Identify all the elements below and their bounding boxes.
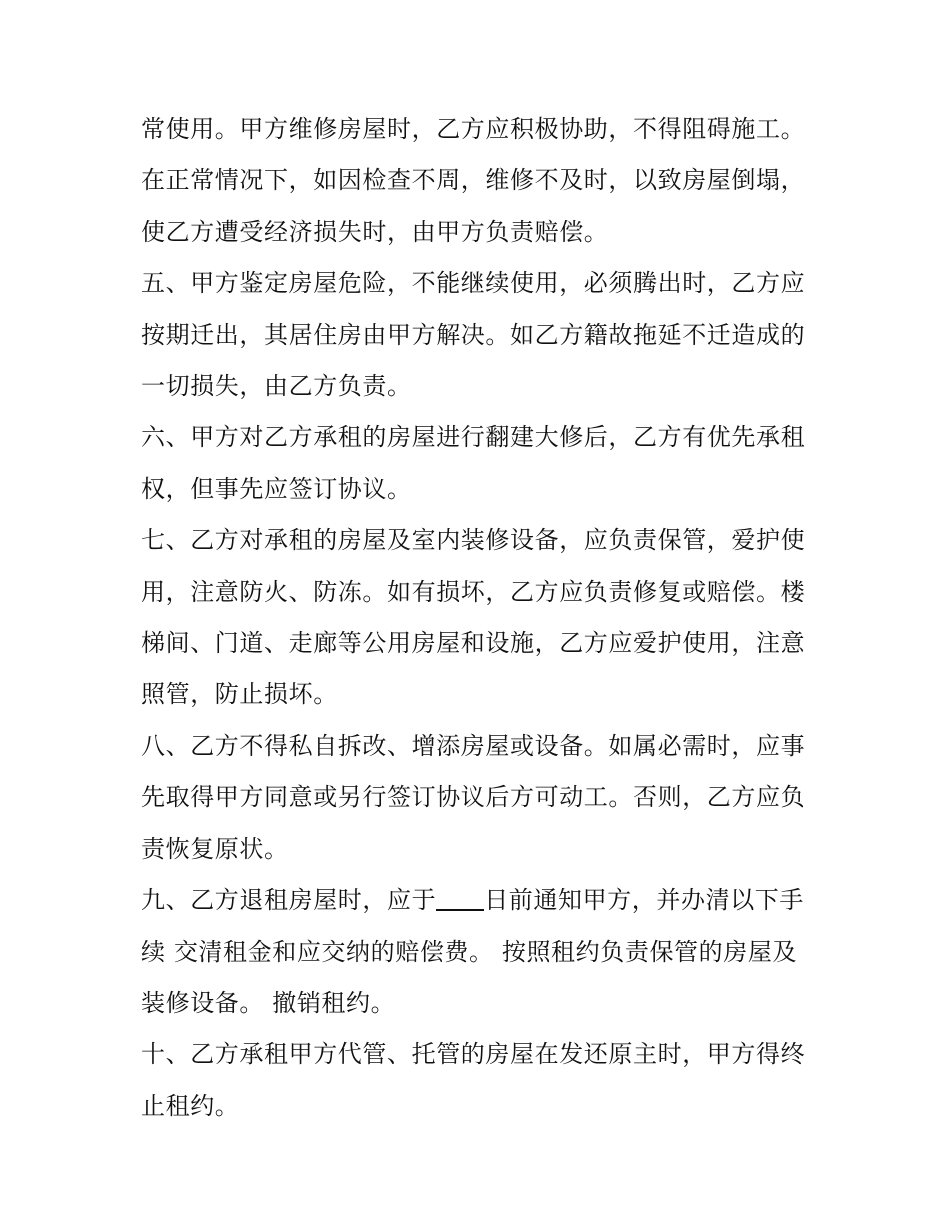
text-line: 权，但事先应签订协议。	[141, 474, 412, 503]
text-segment: 日前通知甲方，并办清以下手	[484, 886, 805, 915]
paragraph-clause-7	[141, 515, 821, 721]
document-page	[141, 104, 821, 1132]
text-line: 八、乙方不得私自拆改、增添房屋或设备。如属必需时，应事	[141, 731, 806, 760]
text-line: 在正常情况下，如因检查不周，维修不及时，以致房屋倒塌，	[141, 166, 806, 195]
paragraph-clause-5	[141, 258, 821, 412]
paragraph-maintenance-continued	[141, 104, 821, 258]
text-line: 装修设备。 撤销租约。	[141, 988, 396, 1017]
text-line: 六、甲方对乙方承租的房屋进行翻建大修后，乙方有优先承租	[141, 423, 806, 452]
text-line: 先取得甲方同意或另行签订协议后方可动工。否则，乙方应负	[141, 783, 806, 812]
text-line-with-blank	[141, 875, 821, 926]
text-line: 责恢复原状。	[141, 834, 289, 863]
text-line: 续 交清租金和应交纳的赔偿费。 按照租约负责保管的房屋及	[141, 937, 798, 966]
fill-in-blank	[436, 887, 484, 911]
text-line: 按期迁出，其居住房由甲方解决。如乙方籍故拖延不迁造成的	[141, 320, 806, 349]
text-line: 使乙方遭受经济损失时，由甲方负责赔偿。	[141, 217, 609, 246]
text-line: 七、乙方对承租的房屋及室内装修设备，应负责保管，爱护使	[141, 526, 806, 555]
paragraph-clause-8	[141, 721, 821, 875]
paragraph-clause-9	[141, 875, 821, 1029]
text-line: 梯间、门道、走廊等公用房屋和设施，乙方应爱护使用，注意	[141, 629, 806, 658]
paragraph-clause-10	[141, 1029, 821, 1132]
text-line: 一切损失，由乙方负责。	[141, 372, 412, 401]
text-line: 止租约。	[141, 1091, 240, 1120]
text-line: 用，注意防火、防冻。如有损坏，乙方应负责修复或赔偿。楼	[141, 577, 806, 606]
text-line: 照管，防止损坏。	[141, 680, 338, 709]
text-line: 十、乙方承租甲方代管、托管的房屋在发还原主时，甲方得终	[141, 1040, 806, 1069]
text-segment: 九、乙方退租房屋时，应于	[141, 886, 437, 915]
text-line: 五、甲方鉴定房屋危险，不能继续使用，必须腾出时，乙方应	[141, 269, 806, 298]
text-line: 常使用。甲方维修房屋时，乙方应积极协助，不得阻碍施工。	[141, 115, 806, 143]
paragraph-clause-6	[141, 412, 821, 515]
